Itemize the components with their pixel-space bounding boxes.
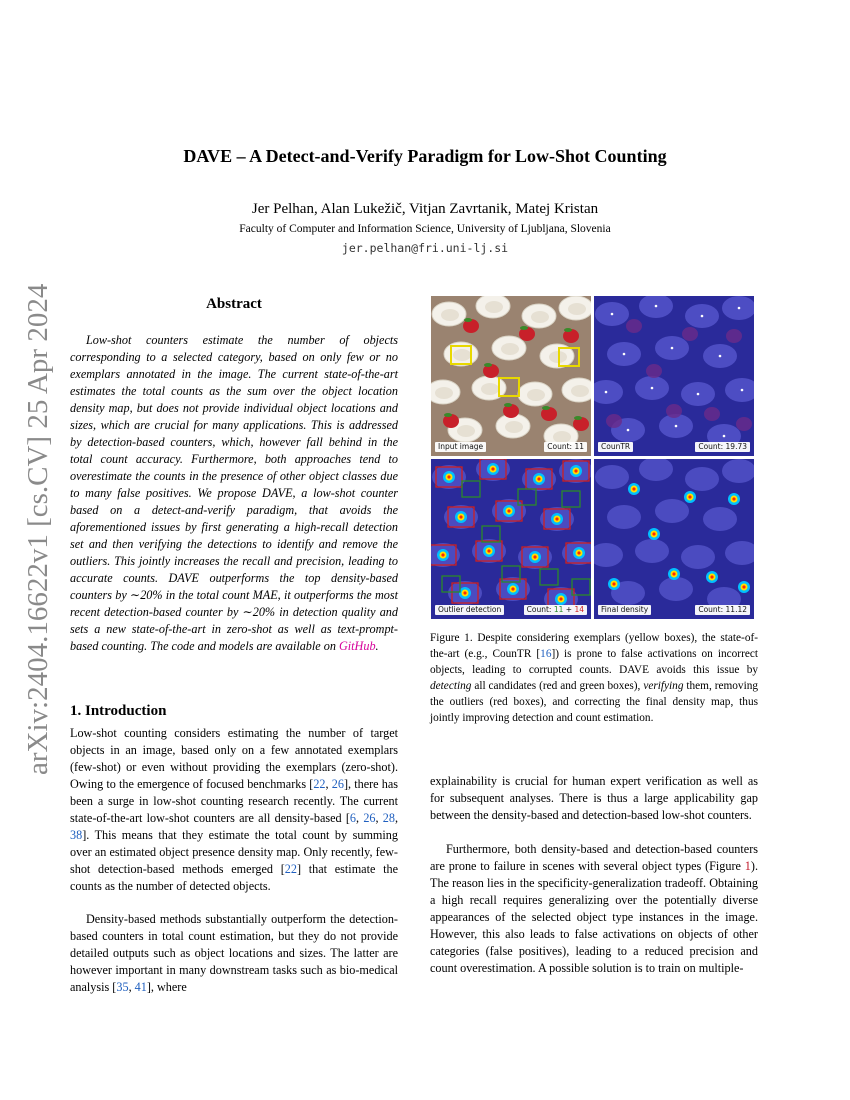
- density-peak: [611, 313, 614, 316]
- heat-peak: [551, 513, 563, 525]
- countr-density-illustration: [594, 296, 754, 456]
- heat-peak: [443, 471, 455, 483]
- text-run: all candidates (red and green boxes),: [471, 680, 644, 692]
- text-run: ). The reason lies in the specificity-generalization tradeoff. Obtaining a high recall requires generalizing over the potentially diverse appearances of the selected object type instances in the image. However, this also leads to false activations on objects of other categories (false positives), leading to a reduced precision and count overestimation. A possible solution is to train on multiple-: [430, 859, 758, 975]
- citation-link[interactable]: 35: [116, 980, 129, 994]
- density-peak: [723, 435, 726, 438]
- final-density-peak: [728, 493, 740, 505]
- right-paragraph-1: explainability is crucial for human expert verification as well as for subsequent analyses. There is thus a large applicability gap between the density-based and detection-based low-shot counters.: [430, 774, 758, 822]
- intro-paragraph-2: [70, 911, 398, 996]
- suppressed-region: [659, 577, 693, 601]
- text-run: Low-shot counting considers estimating the number of target objects in an image, based only on a few annotated exemplars (few-shot) or even without providing the exemplars (zero-shot). Owing to the emergence of focused benchmarks [: [70, 726, 398, 791]
- heat-peak: [533, 473, 545, 485]
- abstract-heading: Abstract: [206, 296, 262, 312]
- affiliation: Faculty of Computer and Information Science, University of Ljubljana, Slovenia: [239, 223, 611, 235]
- figure-panel-input-image: [431, 296, 591, 456]
- citation-link[interactable]: 28: [382, 811, 395, 825]
- count-outliers: 14: [574, 605, 584, 614]
- text-run: ], there has been a surge in low-shot counting research recently. The current state-of-the-art low-shot counters are all density-based [: [70, 777, 398, 825]
- panel-count: Count: 19.73: [695, 442, 750, 452]
- final-density-peak: [608, 578, 620, 590]
- heat-peak: [437, 549, 449, 561]
- text-run: Furthermore, both density-based and detection-based counters are prone to failure in scenes with several object types (Figure: [430, 842, 758, 873]
- figure-panel-outlier-detection: [431, 459, 591, 619]
- false-activation: [666, 404, 682, 418]
- panel-count: Count: 11: [544, 442, 587, 452]
- cup-illustration: [492, 336, 526, 360]
- heat-peak: [483, 545, 495, 557]
- density-peak: [738, 307, 741, 310]
- citation-link[interactable]: 41: [134, 980, 147, 994]
- false-activation: [682, 327, 698, 341]
- intro-paragraph-1: [70, 725, 398, 895]
- text-run: them, removing the outliers (red boxes), and correcting the final density map, thus jointly improving detection and count estimation.: [430, 680, 759, 724]
- text-run: ,: [375, 811, 383, 825]
- suppressed-region: [655, 499, 689, 523]
- panel-label: Outlier detection: [435, 605, 504, 615]
- cup-illustration: [431, 380, 460, 404]
- abstract-text: [70, 332, 398, 655]
- figure-reference-link[interactable]: 1: [744, 859, 751, 873]
- text-run: ,: [325, 777, 332, 791]
- text-run: ]. This means that they estimate the total count by summing over an estimated object presence density map. Only recently, few-shot detection-based methods emerged [: [70, 828, 398, 876]
- count-plus: +: [563, 605, 575, 614]
- heat-peak: [555, 593, 567, 605]
- panel-label: Final density: [598, 605, 651, 615]
- abstract-end: .: [375, 639, 379, 653]
- text-run: ], where: [146, 980, 187, 994]
- suppressed-region: [681, 545, 715, 569]
- suppressed-region: [703, 507, 737, 531]
- text-run: Density-based methods substantially outperform the detection-based counters in total count estimation, but they do not provide detailed outputs such as object locations and sizes. The latter are however important in many downstream tasks such as bio-medical analysis [: [70, 912, 398, 994]
- heat-peak: [503, 505, 515, 517]
- final-density-peak: [648, 528, 660, 540]
- text-run: ,: [356, 811, 364, 825]
- citation-link[interactable]: 22: [313, 777, 326, 791]
- text-run: ,: [128, 980, 135, 994]
- count-prefix: Count:: [526, 605, 554, 614]
- contact-email[interactable]: jer.pelhan@fri.uni-lj.si: [341, 241, 509, 255]
- cup-illustration: [518, 382, 552, 406]
- panel-count: Count: 11.12: [695, 605, 750, 615]
- false-activation: [626, 319, 642, 333]
- final-density-peak: [706, 571, 718, 583]
- suppressed-region: [635, 539, 669, 563]
- density-peak: [627, 429, 630, 432]
- false-activation: [726, 329, 742, 343]
- false-activation: [736, 417, 752, 431]
- figure-caption: [430, 630, 758, 726]
- arxiv-identifier-stamp: arXiv:2404.16622v1 [cs.CV] 25 Apr 2024: [22, 283, 54, 775]
- figure-panel-countr: [594, 296, 754, 456]
- citation-link[interactable]: 26: [363, 811, 376, 825]
- density-peak: [701, 315, 704, 318]
- text-run: ,: [394, 811, 399, 825]
- panel-count: [524, 605, 587, 615]
- citation-link[interactable]: 6: [349, 811, 357, 825]
- section-heading-introduction: 1. Introduction: [70, 703, 167, 719]
- figure-1: [431, 296, 755, 620]
- final-density-peak: [738, 581, 750, 593]
- density-peak: [719, 355, 722, 358]
- suppressed-region: [685, 467, 719, 491]
- heat-peak: [570, 465, 582, 477]
- cup-illustration: [559, 296, 591, 320]
- cup-illustration: [432, 302, 466, 326]
- density-peak: [741, 389, 744, 392]
- density-peak: [605, 391, 608, 394]
- final-density-peak: [668, 568, 680, 580]
- cup-illustration: [522, 304, 556, 328]
- figure-panel-final-density: [594, 459, 754, 619]
- citation-link[interactable]: 22: [284, 862, 297, 876]
- text-run: ] that estimate the counts as the number of detected objects.: [70, 862, 398, 893]
- density-peak: [675, 425, 678, 428]
- density-peak: [697, 393, 700, 396]
- text-emphasis: verifying: [643, 680, 684, 692]
- github-link[interactable]: GitHub: [338, 639, 376, 653]
- panel-label: Input image: [435, 442, 486, 452]
- text-run: Figure 1. Despite considering exemplars (yellow boxes), the state-of-the-art (e.g., CounTR [: [430, 632, 758, 660]
- density-peak: [651, 387, 654, 390]
- cup-illustration: [562, 378, 591, 402]
- final-density-illustration: [594, 459, 754, 619]
- heat-peak: [487, 463, 499, 475]
- panel-label: CounTR: [598, 442, 633, 452]
- density-peak: [655, 305, 658, 308]
- author-list: Jer Pelhan, Alan Lukežič, Vitjan Zavrtanik, Matej Kristan: [251, 201, 599, 217]
- false-activation: [646, 364, 662, 378]
- final-density-peak: [628, 483, 640, 495]
- heat-peak: [455, 511, 467, 523]
- paper-title: DAVE – A Detect-and-Verify Paradigm for Low-Shot Counting: [183, 146, 667, 166]
- heat-peak: [459, 587, 471, 599]
- citation-link[interactable]: 16: [540, 648, 552, 660]
- suppressed-region: [595, 465, 629, 489]
- heat-peak: [507, 583, 519, 595]
- outlier-detection-illustration: [431, 459, 591, 619]
- heat-peak: [573, 547, 585, 559]
- heat-peak: [529, 551, 541, 563]
- cup-illustration: [476, 296, 510, 318]
- text-emphasis: detecting: [430, 680, 472, 692]
- false-activation: [704, 407, 720, 421]
- input-image-illustration: [431, 296, 591, 456]
- abstract-body-text: Low-shot counters estimate the number of objects corresponding to a selected category, based on only few or no exemplars annotated in the image. The current state-of-the-art estimates the total counts as the sum over the object location density map, but does not provide individual object locations and sizes, which are crucial for many applications. This is addressed by detection-based counters, which, however fall behind in the total count accuracy. Furthermore, both approaches tend to overestimate the counts in the presence of other object classes due to many false positives. We propose DAVE, a low-shot counter based on a detect-and-verify paradigm, that avoids the aforementioned issues by first generating a high-recall detection set and then verifying the detections to identify and remove the outliers. This jointly increases the recall and precision, leading to accurate counts. DAVE outperforms the top density-based counters by ∼20% in the total count MAE, it outperforms the most recent detection-based counter by ∼20% in detection quality and sets a new state-of-the-art in zero-shot as well as text-prompt-based counting. The code and models are available on: [70, 333, 398, 653]
- density-peak: [671, 347, 674, 350]
- right-paragraph-2: [430, 841, 758, 977]
- final-density-peak: [684, 491, 696, 503]
- false-activation: [606, 414, 622, 428]
- citation-link[interactable]: 26: [331, 777, 344, 791]
- density-peak: [623, 353, 626, 356]
- count-inliers: 11: [553, 605, 564, 614]
- suppressed-region: [607, 505, 641, 529]
- citation-link[interactable]: 38: [70, 828, 83, 842]
- text-run: ]) is prone to false activations on incorrect objects, leading to corrupted counts. DAVE avoids this issue by: [430, 648, 758, 676]
